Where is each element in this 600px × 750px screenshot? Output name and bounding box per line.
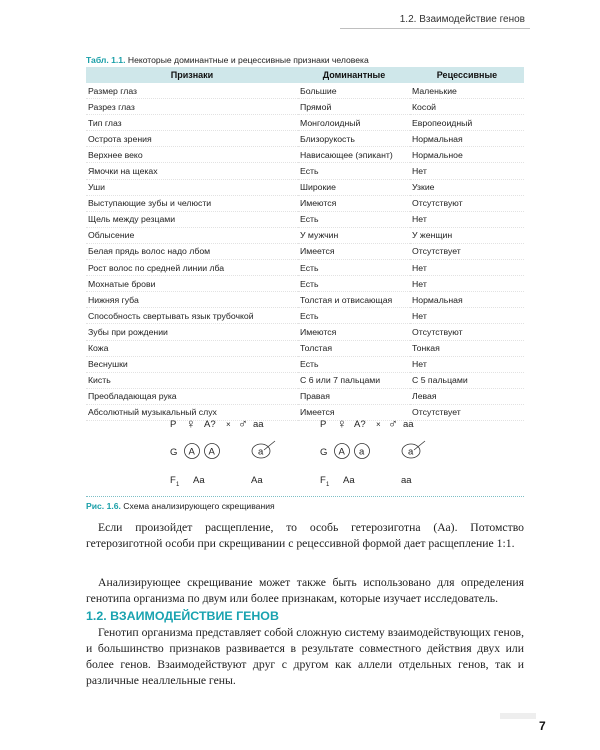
page-number: 7 [539,719,546,733]
cell-dominant: Большие [298,83,410,99]
left-g-label: G [170,447,178,458]
crossing-scheme [86,410,524,496]
cell-dominant: Есть [298,260,410,276]
body-paragraph-1-text: Если произойдет расщепление, то особь гетерозиготна (Аа). Потомство гетерозиготной особи при скрещивании с рецессивной формой дает расщепление 1:1. [86,521,524,550]
table-caption-label: Табл. 1.1. [86,55,126,65]
left-f-subscript: 1 [176,482,180,488]
cell-dominant: Прямой [298,99,410,115]
figure-rule [86,496,524,497]
male-icon: ♂ [238,416,248,431]
cell-recessive: Левая [410,388,524,404]
right-g-label: G [320,447,328,458]
cell-dominant: Нависающее (эпикант) [298,147,410,163]
table-row [86,83,524,99]
cell-dominant: Есть [298,163,410,179]
cell-trait: Кожа [86,340,298,356]
body-paragraph-1 [86,520,524,552]
table-body [86,83,524,420]
table-caption [86,55,369,65]
female-icon: ♀ [337,416,347,431]
cell-dominant: Есть [298,308,410,324]
left-cross-sign: × [226,420,231,429]
left-female-genotype: A? [204,419,216,430]
table-row [86,131,524,147]
cell-recessive: Отсутствует [410,243,524,259]
cell-dominant: Толстая и отвисающая [298,292,410,308]
cell-dominant: Монголоидный [298,115,410,131]
cell-recessive: С 5 пальцами [410,372,524,388]
table-row [86,292,524,308]
table-row [86,243,524,259]
scheme-left [170,416,275,488]
cell-trait: Разрез глаз [86,99,298,115]
right-offspring-1: Aa [343,475,355,486]
cell-trait: Преобладающая рука [86,388,298,404]
table-row [86,99,524,115]
section-heading: 1.2. ВЗАИМОДЕЙСТВИЕ ГЕНОВ [86,609,279,623]
header-rule [340,28,530,29]
left-gamete-2: A [208,446,215,458]
cell-recessive: Нет [410,163,524,179]
cell-recessive: Нет [410,211,524,227]
left-gamete-1: A [188,446,195,458]
cell-trait: Щель между резцами [86,211,298,227]
cell-trait: Мохнатые брови [86,276,298,292]
cell-trait: Ямочки на щеках [86,163,298,179]
cell-dominant: Толстая [298,340,410,356]
right-f-label: F [320,475,326,486]
cell-trait: Тип глаз [86,115,298,131]
table-row [86,195,524,211]
table-row [86,211,524,227]
table-row [86,372,524,388]
table-row [86,356,524,372]
right-f-subscript: 1 [326,482,330,488]
table-row [86,147,524,163]
cell-dominant: Близорукость [298,131,410,147]
table-row [86,308,524,324]
cell-recessive: Узкие [410,179,524,195]
cell-recessive: Тонкая [410,340,524,356]
cell-dominant: Имеется [298,243,410,259]
right-gamete-2: a [359,446,365,458]
body-paragraph-3 [86,625,524,689]
left-gamete-male: a [258,446,264,458]
cell-recessive: Нет [410,308,524,324]
body-paragraph-3-text: Генотип организма представляет собой сложную систему взаимодействующих генов, и большинство признаков развивается в результате совместного действия двух или более генов. Взаимодействуют друг с другом как аллели отдельных генов, так и различные неаллельные гены. [86,626,524,687]
table-row [86,324,524,340]
left-p-label: P [170,419,177,430]
cell-dominant: У мужчин [298,227,410,243]
cell-dominant: С 6 или 7 пальцами [298,372,410,388]
right-gamete-1: A [338,446,345,458]
table-row [86,163,524,179]
column-header-traits: Признаки [86,67,298,83]
right-offspring-2: aa [401,475,412,486]
table-caption-text: Некоторые доминантные и рецессивные признаки человека [127,55,369,65]
right-male-genotype: aa [403,419,414,430]
left-male-genotype: aa [253,419,264,430]
cell-dominant: Имеется [298,404,410,420]
body-paragraph-2-text: Анализирующее скрещивание может также быть использовано для определения генотипа организма по двум или более признакам, которые изучает исследователь. [86,576,524,605]
right-cross-sign: × [376,420,381,429]
cell-trait: Рост волос по средней линии лба [86,260,298,276]
cell-dominant: Правая [298,388,410,404]
cell-recessive: Косой [410,99,524,115]
cell-dominant: Есть [298,211,410,227]
cell-trait: Острота зрения [86,131,298,147]
cell-recessive: Нет [410,276,524,292]
left-f-label: F [170,475,176,486]
cell-dominant: Широкие [298,179,410,195]
cell-dominant: Есть [298,276,410,292]
body-paragraph-2 [86,575,524,607]
table-header-row [86,67,524,83]
table-row [86,388,524,404]
running-header: 1.2. Взаимодействие генов [399,14,525,25]
cell-trait: Верхнее веко [86,147,298,163]
traits-table [86,67,524,421]
cell-dominant: Есть [298,356,410,372]
cell-dominant: Имеются [298,324,410,340]
cell-recessive: Отсутствует [410,404,524,420]
figure-caption-label: Рис. 1.6. [86,501,121,511]
column-header-recessive: Рецессивные [410,67,524,83]
right-gamete-male: a [408,446,414,458]
scheme-right [320,416,425,488]
table-row [86,340,524,356]
cell-recessive: Отсутствуют [410,195,524,211]
figure-caption-text: Схема анализирующего скрещивания [123,501,275,511]
cell-trait: Уши [86,179,298,195]
table-row [86,260,524,276]
right-p-label: P [320,419,327,430]
cell-recessive: Европеоидный [410,115,524,131]
cell-recessive: Отсутствуют [410,324,524,340]
column-header-dominant: Доминантные [298,67,410,83]
cell-trait: Способность свертывать язык трубочкой [86,308,298,324]
cell-trait: Веснушки [86,356,298,372]
table-row [86,227,524,243]
cell-trait: Абсолютный музыкальный слух [86,404,298,420]
cell-recessive: Нормальная [410,292,524,308]
left-offspring-1: Aa [193,475,205,486]
table-row [86,115,524,131]
cell-dominant: Имеются [298,195,410,211]
cell-trait: Белая прядь волос надо лбом [86,243,298,259]
cell-recessive: Нет [410,260,524,276]
cell-recessive: У женщин [410,227,524,243]
cell-trait: Зубы при рождении [86,324,298,340]
cell-trait: Кисть [86,372,298,388]
scan-mark [500,713,536,719]
cell-trait: Выступающие зубы и челюсти [86,195,298,211]
male-icon: ♂ [388,416,398,431]
left-offspring-2: Aa [251,475,263,486]
cell-recessive: Нет [410,356,524,372]
table-row [86,179,524,195]
figure-caption [86,501,275,511]
cell-trait: Облысение [86,227,298,243]
cell-recessive: Маленькие [410,83,524,99]
cell-trait: Размер глаз [86,83,298,99]
cell-recessive: Нормальная [410,131,524,147]
cell-trait: Нижняя губа [86,292,298,308]
table-row [86,276,524,292]
right-female-genotype: A? [354,419,366,430]
cell-recessive: Нормальное [410,147,524,163]
female-icon: ♀ [186,416,196,431]
